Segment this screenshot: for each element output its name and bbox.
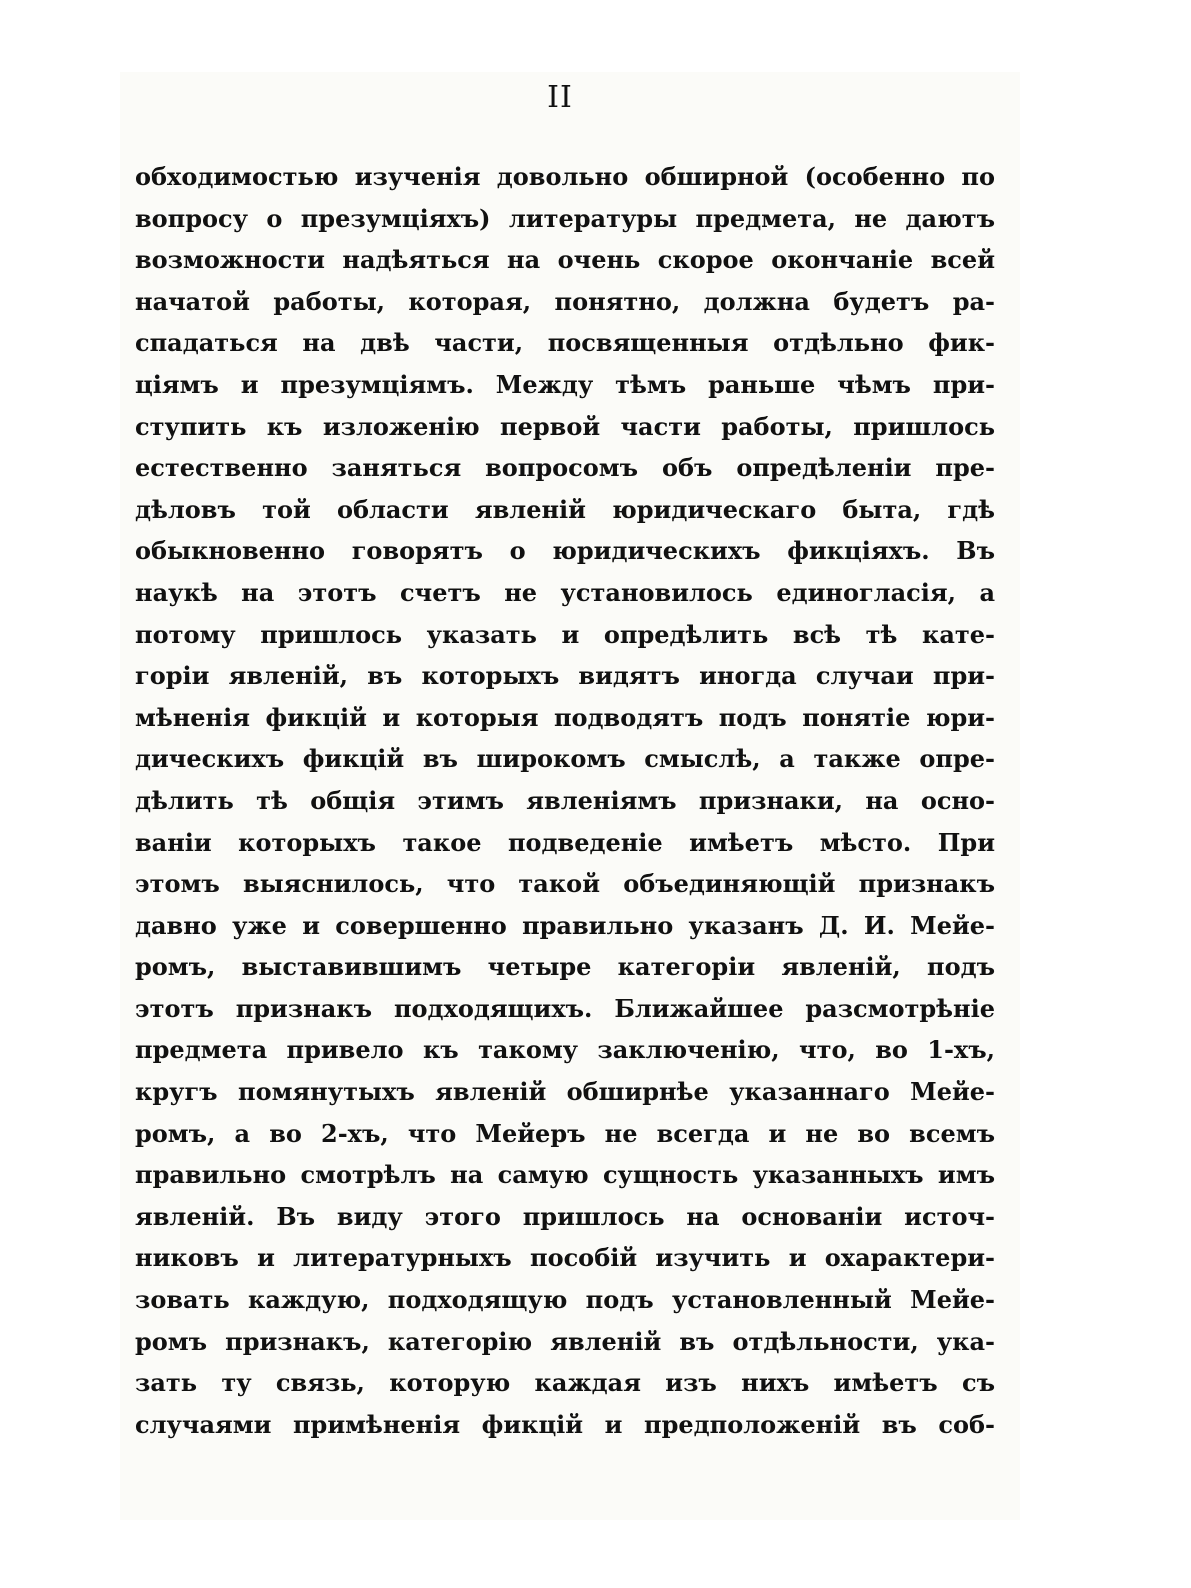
page-text-body	[135, 156, 995, 1445]
text-line: дѣловъ той области явленій юридическаго быта, гдѣ	[135, 494, 995, 524]
text-line: спадаться на двѣ части, посвященныя отдѣльно фик-	[135, 328, 995, 358]
text-line: наукѣ на этотъ счетъ не установилось единогласія, а	[135, 577, 995, 607]
text-line: потому пришлось указать и опредѣлить всѣ тѣ кате-	[135, 619, 995, 649]
text-line: вопросу о презумціяхъ) литературы предмета, не даютъ	[135, 203, 995, 233]
text-line: давно уже и совершенно правильно указанъ Д. И. Мейе-	[135, 910, 995, 940]
text-line: ступить къ изложенію первой части работы, пришлось	[135, 411, 995, 441]
text-line: ваніи которыхъ такое подведеніе имѣетъ мѣсто. При	[135, 827, 995, 857]
text-line: правильно смотрѣлъ на самую сущность указанныхъ имъ	[135, 1160, 995, 1190]
text-line: дическихъ фикцій въ широкомъ смыслѣ, а также опре-	[135, 744, 995, 774]
text-line: зать ту связь, которую каждая изъ нихъ имѣетъ съ	[135, 1368, 995, 1398]
text-line: случаями примѣненія фикцій и предположеній въ соб-	[135, 1409, 995, 1439]
text-line: обыкновенно говорятъ о юридическихъ фикціяхъ. Въ	[135, 536, 995, 566]
text-line: дѣлить тѣ общія этимъ явленіямъ признаки, на осно-	[135, 785, 995, 815]
page-number: II	[547, 80, 573, 115]
book-page	[120, 72, 1020, 1520]
text-line: начатой работы, которая, понятно, должна будетъ ра-	[135, 286, 995, 316]
text-line: мѣненія фикцій и которыя подводятъ подъ понятіе юри-	[135, 702, 995, 732]
text-line: возможности надѣяться на очень скорое окончаніе всей	[135, 245, 995, 275]
text-line: кругъ помянутыхъ явленій обширнѣе указаннаго Мейе-	[135, 1077, 995, 1107]
text-line: естественно заняться вопросомъ объ опредѣленіи пре-	[135, 453, 995, 483]
text-line: обходимостью изученія довольно обширной (особенно по	[135, 162, 995, 191]
text-line: ціямъ и презумціямъ. Между тѣмъ раньше чѣмъ при-	[135, 369, 995, 399]
text-line: зовать каждую, подходящую подъ установленный Мейе-	[135, 1285, 995, 1315]
text-line: горіи явленій, въ которыхъ видятъ иногда случаи при-	[135, 661, 995, 691]
text-line: ромъ, а во 2-хъ, что Мейеръ не всегда и не во всемъ	[135, 1118, 995, 1148]
text-line: ромъ признакъ, категорію явленій въ отдѣльности, ука-	[135, 1326, 995, 1356]
text-line: явленій. Въ виду этого пришлось на основаніи источ-	[135, 1201, 995, 1231]
text-line: предмета привело къ такому заключенію, что, во 1-хъ,	[135, 1035, 995, 1065]
text-line: ромъ, выставившимъ четыре категоріи явленій, подъ	[135, 952, 995, 982]
text-line: этотъ признакъ подходящихъ. Ближайшее разсмотрѣніе	[135, 993, 995, 1023]
text-line: этомъ выяснилось, что такой объединяющій признакъ	[135, 869, 995, 899]
text-line: никовъ и литературныхъ пособій изучить и охарактери-	[135, 1243, 995, 1273]
